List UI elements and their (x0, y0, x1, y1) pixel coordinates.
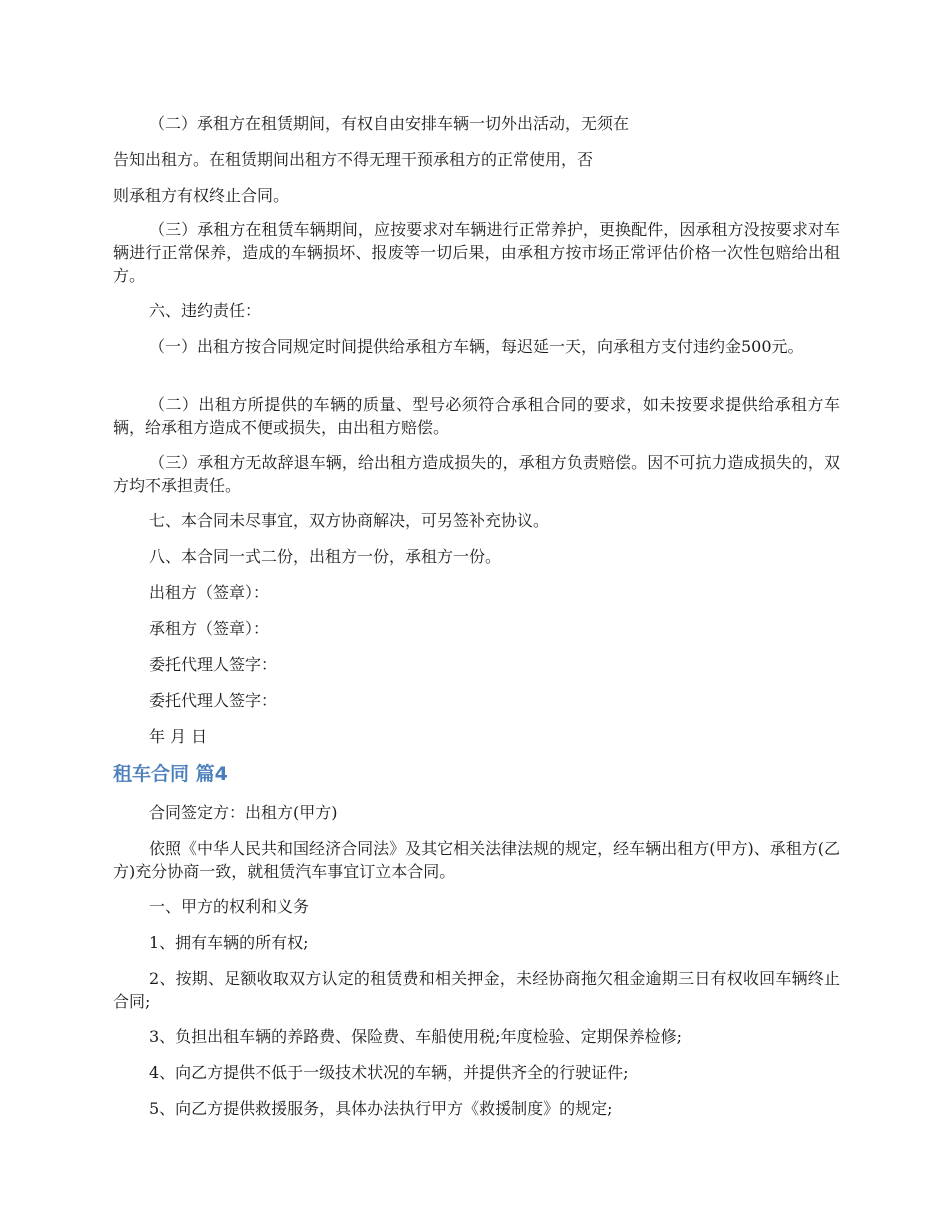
paragraph: 一、甲方的权利和义务 (149, 897, 310, 916)
paragraph: （三）承租方在租赁车辆期间，应按要求对车辆进行正常养护，更换配件，因承租方没按要求对车辆进行正常保养，造成的车辆损坏、报废等一切后果，由承租方按市场正常评估价格一次性包赔给出租方。 (113, 220, 840, 285)
signature-line-lessee: 承租方（签章）： (149, 619, 270, 638)
paragraph: （一）出租方按合同规定时间提供给承租方车辆，每迟延一天，向承租方支付违约金500元。 (149, 337, 804, 356)
list-item: 2、按期、足额收取双方认定的租赁费和相关押金，未经协商拖欠租金逾期三日有权收回车辆终止合同; (113, 969, 840, 1011)
paragraph-line: （二）承租方在租赁期间，有权自由安排车辆一切外出活动，无须在 (149, 114, 630, 133)
paragraph: 八、本合同一式二份，出租方一份，承租方一份。 (149, 547, 502, 566)
section-heading: 租车合同 篇4 (113, 763, 228, 785)
signature-line-agent: 委托代理人签字： (149, 655, 278, 674)
signature-line-agent: 委托代理人签字： (149, 691, 278, 710)
paragraph: 七、本合同未尽事宜，双方协商解决，可另签补充协议。 (149, 511, 550, 530)
paragraph-line: 告知出租方。在租赁期间出租方不得无理干预承租方的正常使用，否 (113, 150, 594, 169)
paragraph: 六、违约责任： (149, 301, 262, 320)
date-line: 年 月 日 (149, 727, 208, 746)
list-item: 1、拥有车辆的所有权; (149, 933, 309, 952)
paragraph: 依照《中华人民共和国经济合同法》及其它相关法律法规的规定，经车辆出租方(甲方)、承租方(乙方)充分协商一致，就租赁汽车事宜订立本合同。 (113, 839, 840, 881)
list-item: 4、向乙方提供不低于一级技术状况的车辆，并提供齐全的行驶证件; (149, 1063, 629, 1082)
paragraph: （二）出租方所提供的车辆的质量、型号必须符合承租合同的要求，如未按要求提供给承租方车辆，给承租方造成不便或损失，由出租方赔偿。 (113, 395, 840, 437)
paragraph: （三）承租方无故辞退车辆，给出租方造成损失的，承租方负责赔偿。因不可抗力造成损失的，双方均不承担责任。 (113, 453, 840, 495)
signature-line-lessor: 出租方（签章）： (149, 583, 270, 602)
list-item: 5、向乙方提供救援服务，具体办法执行甲方《救援制度》的规定; (149, 1099, 613, 1118)
list-item: 3、负担出租车辆的养路费、保险费、车船使用税;年度检验、定期保养检修; (149, 1027, 682, 1046)
paragraph: 合同签定方：出租方(甲方) (149, 803, 338, 822)
paragraph-line: 则承租方有权终止合同。 (113, 186, 290, 205)
